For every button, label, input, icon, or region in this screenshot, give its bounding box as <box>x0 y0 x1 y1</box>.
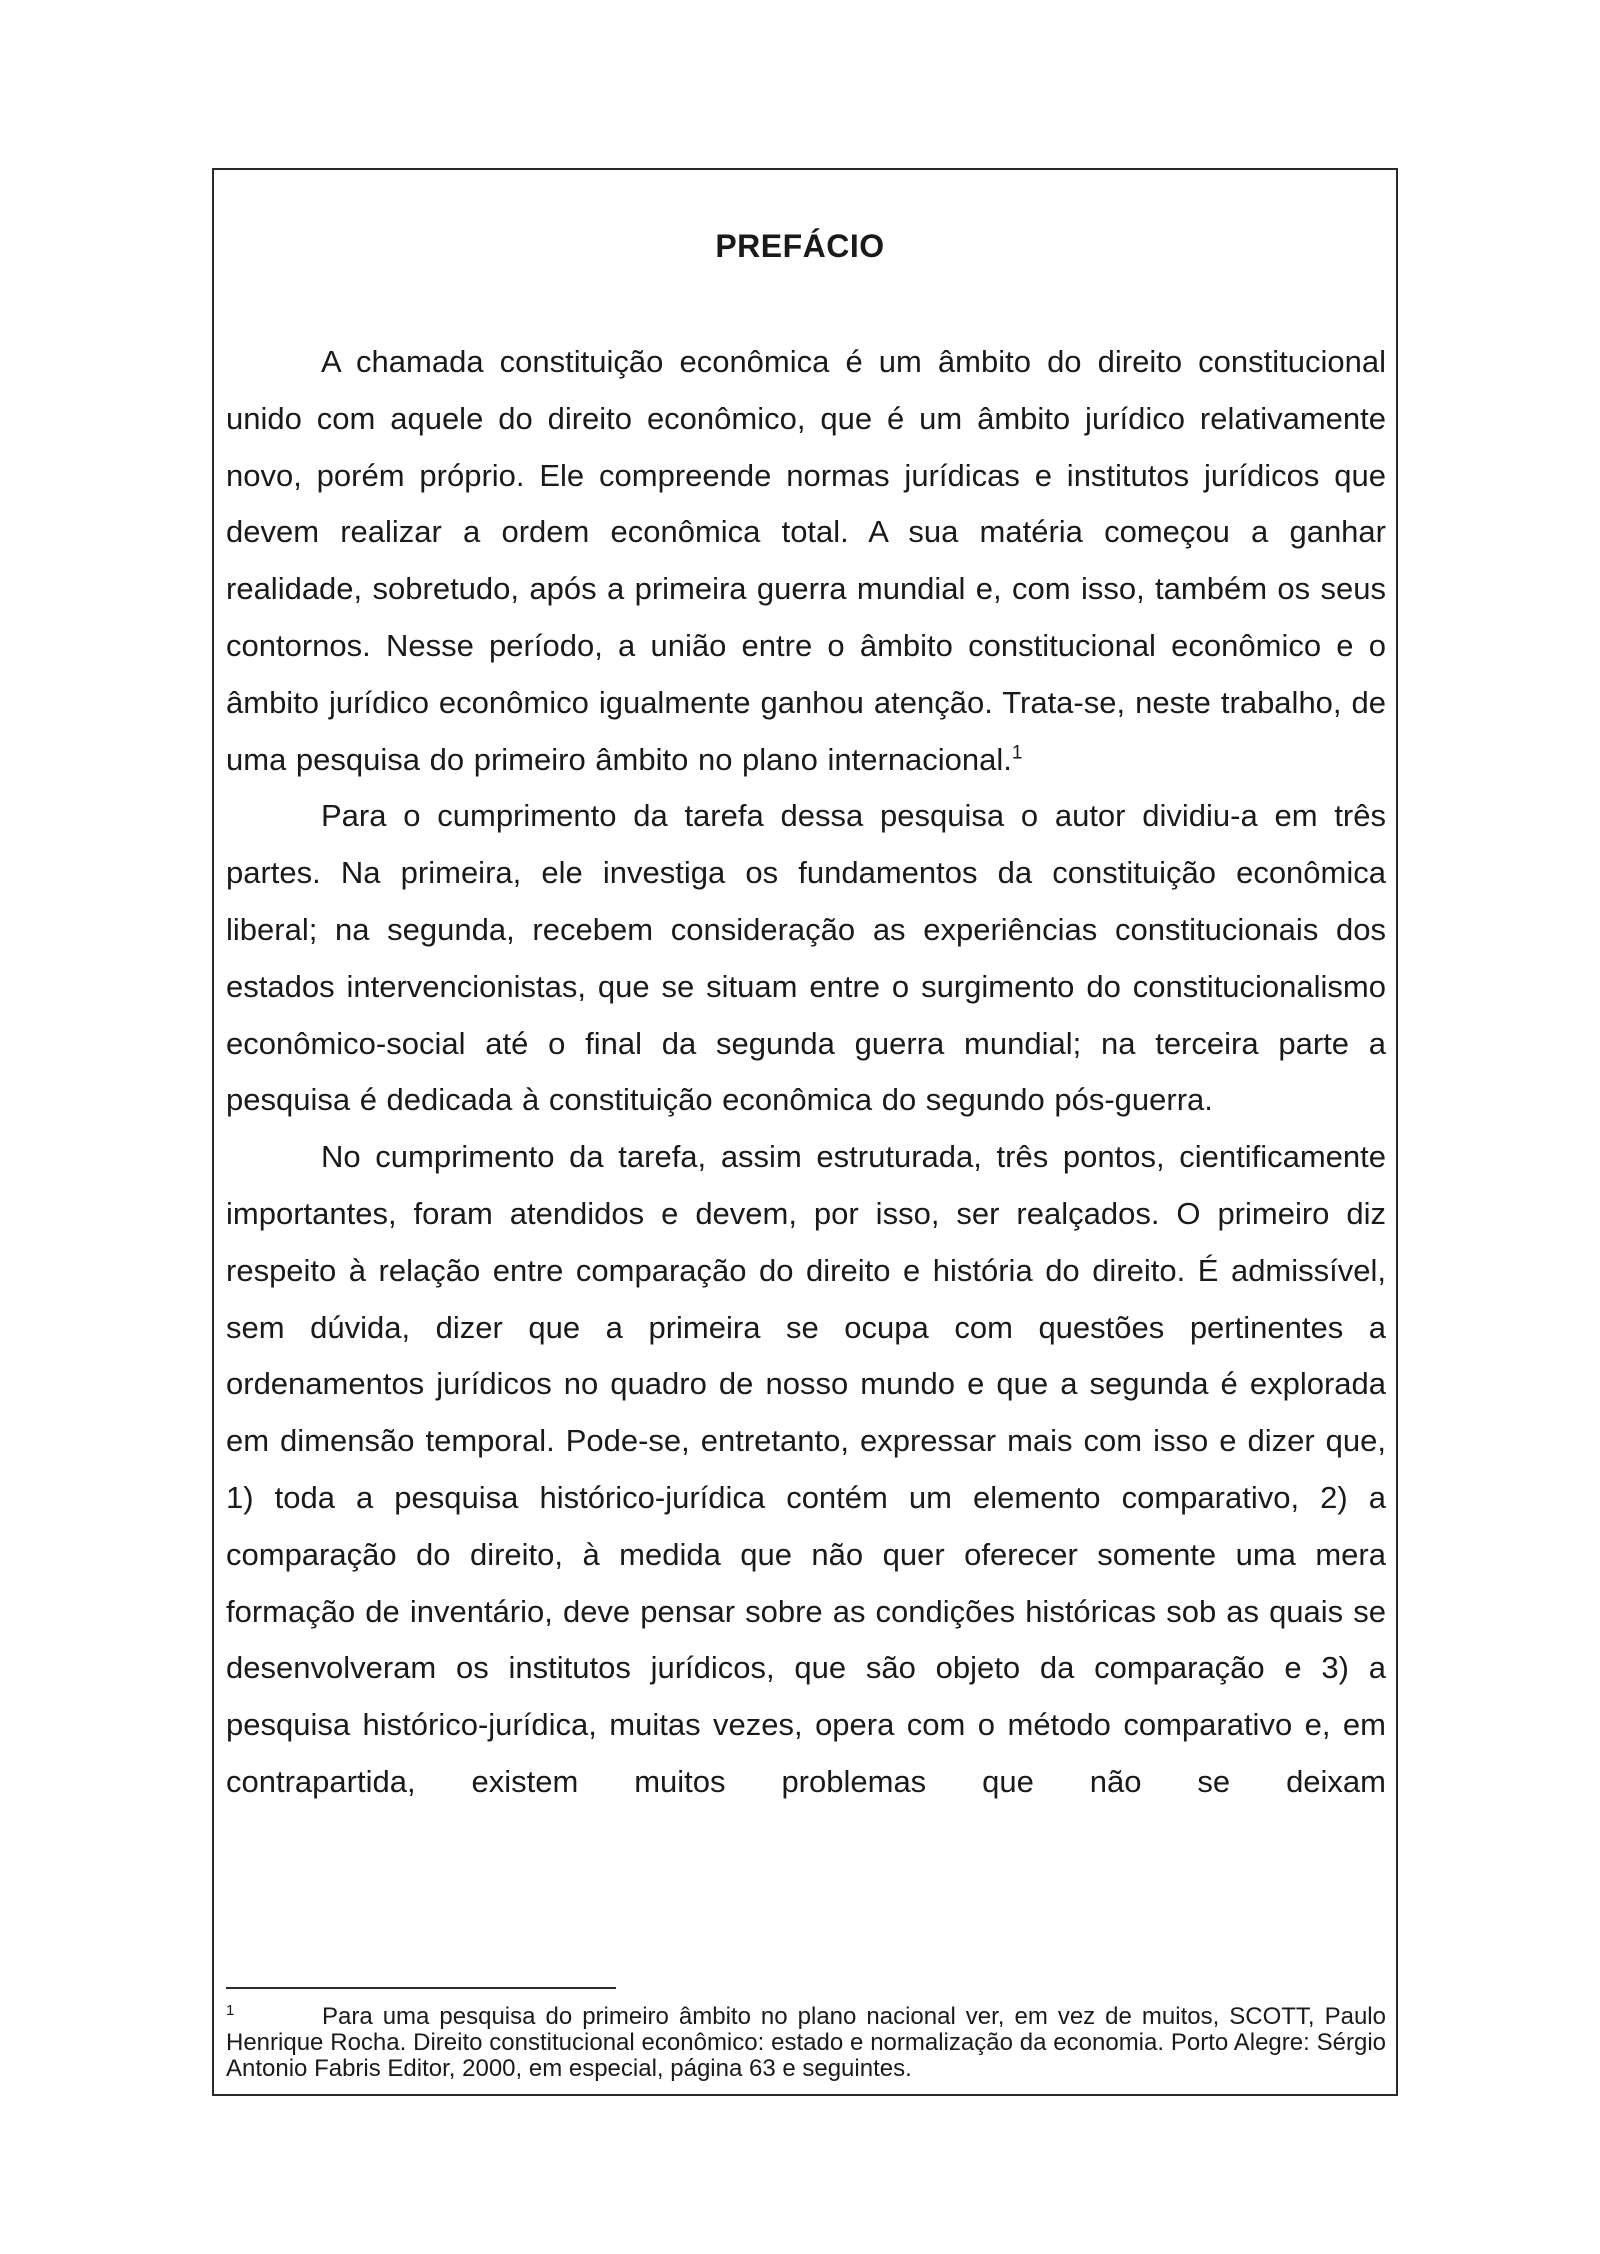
footnote-separator <box>226 1987 616 1989</box>
paragraph-1-text: A chamada constituição econômica é um âmbito do direito constitucional unido com aquele do direito econômico, que é um âmbito jurídico relativamente novo, porém próprio. Ele compreende normas jurídicas e institutos jurídicos que devem realizar a ordem econômica total. A sua matéria começou a ganhar realidade, sobretudo, após a primeira guerra mundial e, com isso, também os seus contornos. Nesse período, a união entre o âmbito constitucional econômico e o âmbito jurídico econômico igualmente ganhou atenção. Trata-se, neste trabalho, de uma pesquisa do primeiro âmbito no plano internacional. <box>226 344 1386 777</box>
footnote: 1 Para uma pesquisa do primeiro âmbito no plano nacional ver, em vez de muitos, SCOTT, Paulo Henrique Rocha. Direito constitucional econômico: estado e normalização da economia. Porto Alegre: Sérgio Antonio Fabris Editor, 2000, em especial, página 63 e seguintes. <box>226 2002 1386 2082</box>
paragraph-3: No cumprimento da tarefa, assim estruturada, três pontos, cientificamente importantes, foram atendidos e devem, por isso, ser realçados. O primeiro diz respeito à relação entre comparação do direito e história do direito. É admissível, sem dúvida, dizer que a primeira se ocupa com questões pertinentes a ordenamentos jurídicos no quadro de nosso mundo e que a segunda é explorada em dimensão temporal. Pode-se, entretanto, expressar mais com isso e dizer que, 1) toda a pesquisa histórico-jurídica contém um elemento comparativo, 2) a comparação do direito, à medida que não quer oferecer somente uma mera formação de inventário, deve pensar sobre as condições históricas sob as quais se desenvolveram os institutos jurídicos, que são objeto da comparação e 3) a pesquisa histórico-jurídica, muitas vezes, opera com o método comparativo e, em contrapartida, existem muitos problemas que não se deixam <box>226 1139 1386 1799</box>
body-text <box>226 334 1386 1811</box>
paragraph-1 <box>226 334 1386 788</box>
footnote-reference[interactable]: 1 <box>1011 742 1023 764</box>
page-title: PREFÁCIO <box>715 228 885 264</box>
footnote-text: Para uma pesquisa do primeiro âmbito no plano nacional ver, em vez de muitos, SCOTT, Paulo Henrique Rocha. Direito constitucional econômico: estado e normalização da economia. Porto Alegre: Sérgio Antonio Fabris Editor, 2000, em especial, página 63 e seguintes. <box>226 2003 1386 2082</box>
paragraph-2: Para o cumprimento da tarefa dessa pesquisa o autor dividiu-a em três partes. Na primeira, ele investiga os fundamentos da constituição econômica liberal; na segunda, recebem consideração as experiências constitucionais dos estados intervencionistas, que se situam entre o surgimento do constitucionalismo econômico-social até o final da segunda guerra mundial; na terceira parte a pesquisa é dedicada à constituição econômica do segundo pós-guerra. <box>226 798 1386 1118</box>
